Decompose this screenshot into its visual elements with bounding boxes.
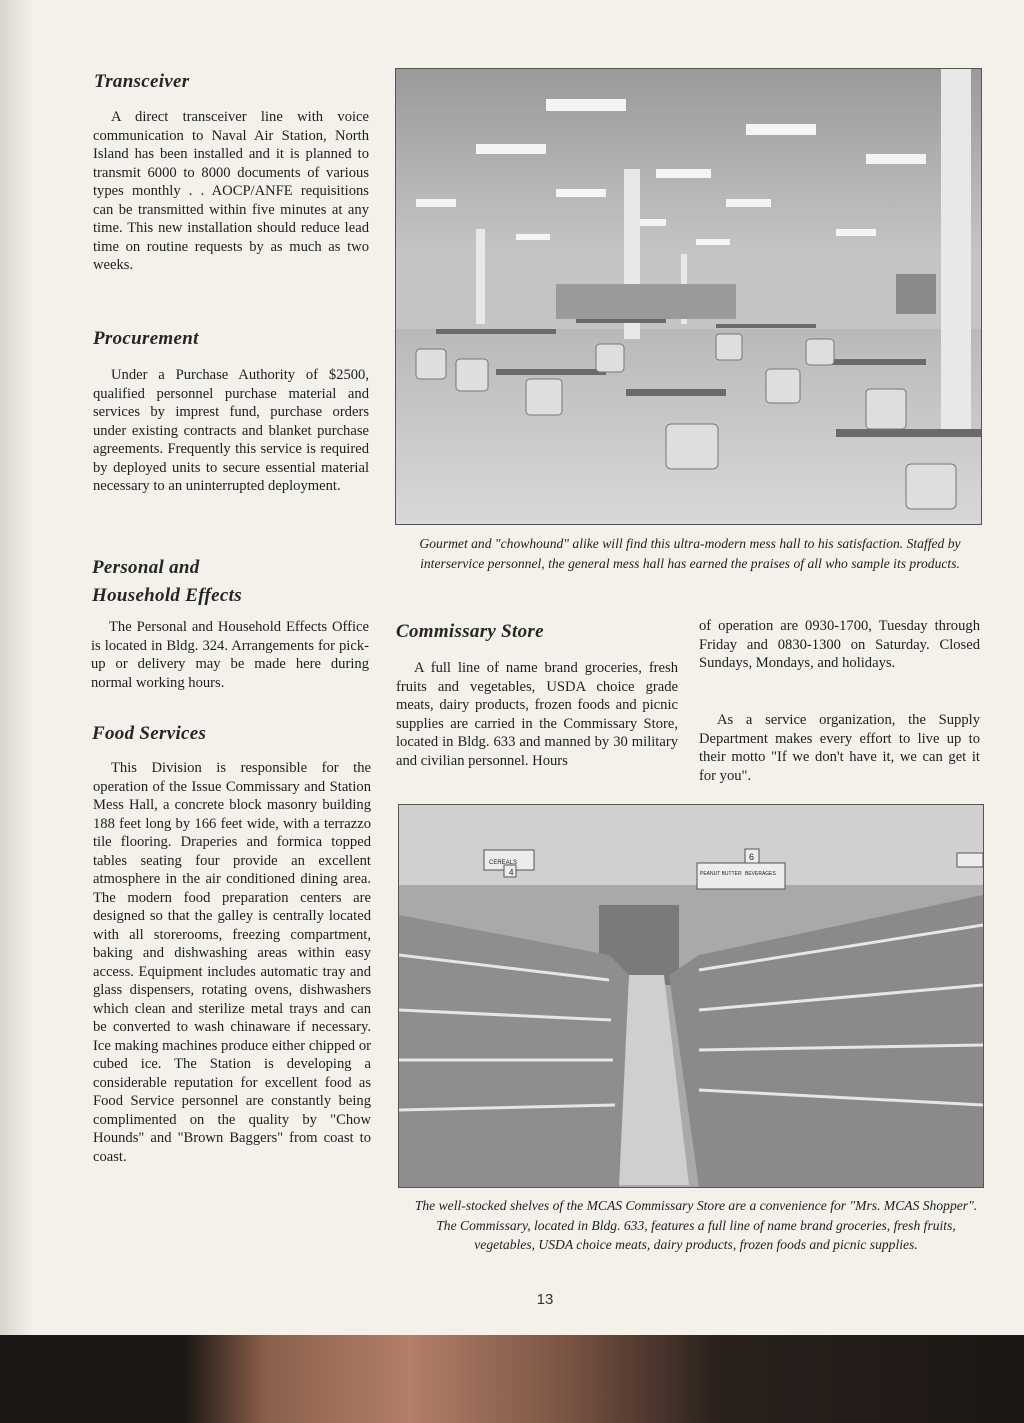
procurement-heading: Procurement <box>93 328 199 349</box>
food-services-text: This Division is responsible for the operation of the Issue Commissary and Station Mess Hall, a concrete block masonry building 188 feet long by 166 feet wide, with a terrazzo tile flooring. Draperies and formica topped tables seating four provide an excellent atmosphere in the air conditioned dining area. The modern food preparation centers are designed so that the galley is centrally located with all storerooms, freezing compartment, baking and dishwashing areas within easy access. Equipment includes automatic tray and glass dispensers, rotating ovens, dishwashers which clean and sterilize metal trays and can be converted to wash chinaware if necessary. Ice making machines produce either chipped or cubed ice. The Station is developing a considerable reputation for excellent food as Food Service personnel are constantly being complimented on the quality by "Chow Hounds" and "Brown Baggers" from coast to coast. <box>93 760 371 1165</box>
beverages-sign: BEVERAGES <box>745 871 776 877</box>
transceiver-heading: Transceiver <box>94 71 190 92</box>
commissary-text-col2: of operation are 0930-1700, Tuesday through Friday and 0830-1300 on Saturday. Closed Sundays, Mondays, and holidays. <box>699 618 980 671</box>
aisle-4-sign: 4 <box>509 868 514 877</box>
peanut-butter-sign: PEANUT BUTTER <box>700 871 742 877</box>
page-gutter-shadow <box>0 0 34 1335</box>
page-number: 13 <box>536 1291 554 1308</box>
food-services-heading: Food Services <box>92 723 207 744</box>
scan-background <box>0 1335 1024 1423</box>
mess-hall-caption: Gourmet and "chowhound" alike will find this ultra-modern mess hall to his satisfaction. Staffed by interservice personnel, the general mess hall has earned the praises of all who sample its products. <box>419 536 961 571</box>
mess-hall-photo <box>395 68 982 525</box>
personal-effects-text: The Personal and Household Effects Office is located in Bldg. 324. Arrangements for pick-up or delivery may be made here during normal working hours. <box>91 619 369 691</box>
commissary-text-col1: A full line of name brand groceries, fresh fruits and vegetables, USDA choice grade meats, dairy products, frozen foods and picnic supplies are carried in the Commissary Store, located in Bldg. 633 and manned by 30 military and civilian personnel. Hours <box>396 660 678 769</box>
commissary-photo <box>398 804 984 1188</box>
commissary-caption: The well-stocked shelves of the MCAS Commissary Store are a convenience for "Mrs. MCAS Shopper". The Commissary, located in Bldg. 633, features a full line of name brand groceries, fresh fruits, vegetables, USDA choice meats, dairy products, frozen foods and picnic supplies. <box>414 1198 978 1252</box>
personal-effects-heading-line2: Household Effects <box>92 585 242 606</box>
transceiver-text: A direct transceiver line with voice communication to Naval Air Station, North Island has been installed and it is planned to transmit 6000 to 8000 documents of various types monthly . . AOCP/ANFE requisitions can be transmitted within five minutes at any time. This new installation should reduce lead time on routine requests by as much as two weeks. <box>93 109 369 273</box>
procurement-text: Under a Purchase Authority of $2500, qualified personnel purchase material and services by imprest fund, purchase orders under existing contracts and blanket purchase agreements. Frequently this service is required by deployed units to secure essential material necessary to an uninterrupted deployment. <box>93 367 369 494</box>
personal-effects-heading-line1: Personal and <box>92 557 200 578</box>
supply-motto-text: As a service organization, the Supply Department makes every effort to live up to their motto "If we don't have it, we can get it for you". <box>699 712 980 784</box>
cereals-sign: CEREALS <box>489 860 518 866</box>
commissary-heading: Commissary Store <box>396 621 544 642</box>
aisle-6-sign: 6 <box>749 852 755 862</box>
